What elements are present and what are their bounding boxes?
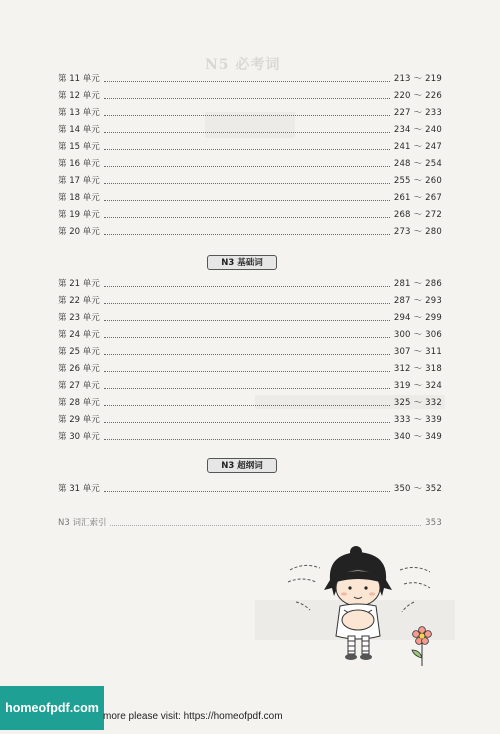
toc-row[interactable] [58, 72, 442, 86]
toc-page-range: 281 ～ 286 [393, 279, 442, 289]
dot-leader [104, 233, 390, 235]
dot-leader [104, 353, 390, 355]
toc-row[interactable] [58, 208, 442, 222]
dot-leader [104, 421, 390, 423]
dot-leader [104, 148, 390, 150]
toc-row[interactable] [58, 191, 442, 205]
toc-unit-label: 第 18 单元 [58, 193, 100, 203]
bleed-through-title: N5 必考词 [205, 57, 281, 73]
dot-leader [104, 490, 390, 492]
dot-leader [110, 524, 421, 526]
footer-notice[interactable]: more please visit: https://homeofpdf.com [103, 711, 283, 722]
toc-page-range: 213 ～ 219 [393, 74, 442, 84]
toc-page-range: 287 ～ 293 [393, 296, 442, 306]
toc-page-range: 300 ～ 306 [393, 330, 442, 340]
site-logo-text: homeofpdf.com [5, 701, 99, 715]
dot-leader [104, 387, 390, 389]
section-badge-n3-extra [207, 458, 277, 473]
section-title: N3 超纲词 [221, 461, 263, 471]
toc-row[interactable] [58, 294, 442, 308]
toc-unit-label: 第 26 单元 [58, 364, 100, 374]
toc-unit-label: 第 19 单元 [58, 210, 100, 220]
dot-leader [104, 319, 390, 321]
dot-leader [104, 285, 390, 287]
toc-row[interactable] [58, 140, 442, 154]
cartoon-girl-illustration [282, 540, 442, 670]
toc-page-range: 268 ～ 272 [393, 210, 442, 220]
toc-unit-label: 第 22 单元 [58, 296, 100, 306]
toc-unit-label: 第 23 单元 [58, 313, 100, 323]
dot-leader [104, 438, 390, 440]
dot-leader [104, 302, 390, 304]
toc-page-range: 294 ～ 299 [393, 313, 442, 323]
dot-leader [104, 404, 390, 406]
dot-leader [104, 97, 390, 99]
dot-leader [104, 80, 390, 82]
toc-page-range: 227 ～ 233 [393, 108, 442, 118]
toc-row[interactable] [58, 106, 442, 120]
toc-page-range: 241 ～ 247 [393, 142, 442, 152]
toc-unit-label: 第 29 单元 [58, 415, 100, 425]
section-title: N3 基础词 [221, 258, 263, 268]
toc-row[interactable] [58, 362, 442, 376]
toc-row-index[interactable] [58, 516, 442, 530]
toc-page-range: 255 ～ 260 [393, 176, 442, 186]
toc-row[interactable] [58, 328, 442, 342]
section-badge-n3-basic [207, 255, 277, 270]
dot-leader [104, 336, 390, 338]
toc-page-range: 325 ～ 332 [393, 398, 442, 408]
toc-row[interactable] [58, 430, 442, 444]
toc-row[interactable] [58, 345, 442, 359]
toc-unit-label: 第 17 单元 [58, 176, 100, 186]
toc-page-range: 312 ～ 318 [393, 364, 442, 374]
toc-row[interactable] [58, 123, 442, 137]
toc-row[interactable] [58, 277, 442, 291]
toc-unit-label: 第 12 单元 [58, 91, 100, 101]
toc-unit-label: 第 28 单元 [58, 398, 100, 408]
toc-unit-label: 第 24 单元 [58, 330, 100, 340]
toc-row[interactable] [58, 379, 442, 393]
toc-row[interactable] [58, 174, 442, 188]
toc-page-range: 350 ～ 352 [393, 484, 442, 494]
toc-unit-label: 第 20 单元 [58, 227, 100, 237]
toc-unit-label: 第 11 单元 [58, 74, 100, 84]
toc-row[interactable] [58, 225, 442, 239]
toc-unit-label: 第 16 单元 [58, 159, 100, 169]
toc-index-label: N3 词汇索引 [58, 518, 107, 528]
toc-row[interactable] [58, 482, 442, 496]
toc-unit-label: 第 31 单元 [58, 484, 100, 494]
toc-page-range: 220 ～ 226 [393, 91, 442, 101]
toc-unit-label: 第 27 单元 [58, 381, 100, 391]
dot-leader [104, 114, 390, 116]
toc-row[interactable] [58, 157, 442, 171]
toc-unit-label: 第 25 单元 [58, 347, 100, 357]
dot-leader [104, 199, 390, 201]
toc-row[interactable] [58, 311, 442, 325]
toc-row[interactable] [58, 89, 442, 103]
dot-leader [104, 216, 390, 218]
toc-page-range: 340 ～ 349 [393, 432, 442, 442]
toc-unit-label: 第 21 单元 [58, 279, 100, 289]
site-logo[interactable] [0, 686, 104, 730]
toc-unit-label: 第 30 单元 [58, 432, 100, 442]
dot-leader [104, 182, 390, 184]
toc-page-range: 248 ～ 254 [393, 159, 442, 169]
dot-leader [104, 165, 390, 167]
toc-page-range: 261 ～ 267 [393, 193, 442, 203]
toc-page-range: 319 ～ 324 [393, 381, 442, 391]
toc-page-range: 333 ～ 339 [393, 415, 442, 425]
toc-row[interactable] [58, 396, 442, 410]
toc-unit-label: 第 14 单元 [58, 125, 100, 135]
dot-leader [104, 370, 390, 372]
toc-index-page: 353 [425, 518, 442, 528]
toc-row[interactable] [58, 413, 442, 427]
toc-page-range: 234 ～ 240 [393, 125, 442, 135]
toc-page-range: 307 ～ 311 [393, 347, 442, 357]
toc-page-range: 273 ～ 280 [393, 227, 442, 237]
toc-unit-label: 第 13 单元 [58, 108, 100, 118]
dot-leader [104, 131, 390, 133]
toc-unit-label: 第 15 单元 [58, 142, 100, 152]
